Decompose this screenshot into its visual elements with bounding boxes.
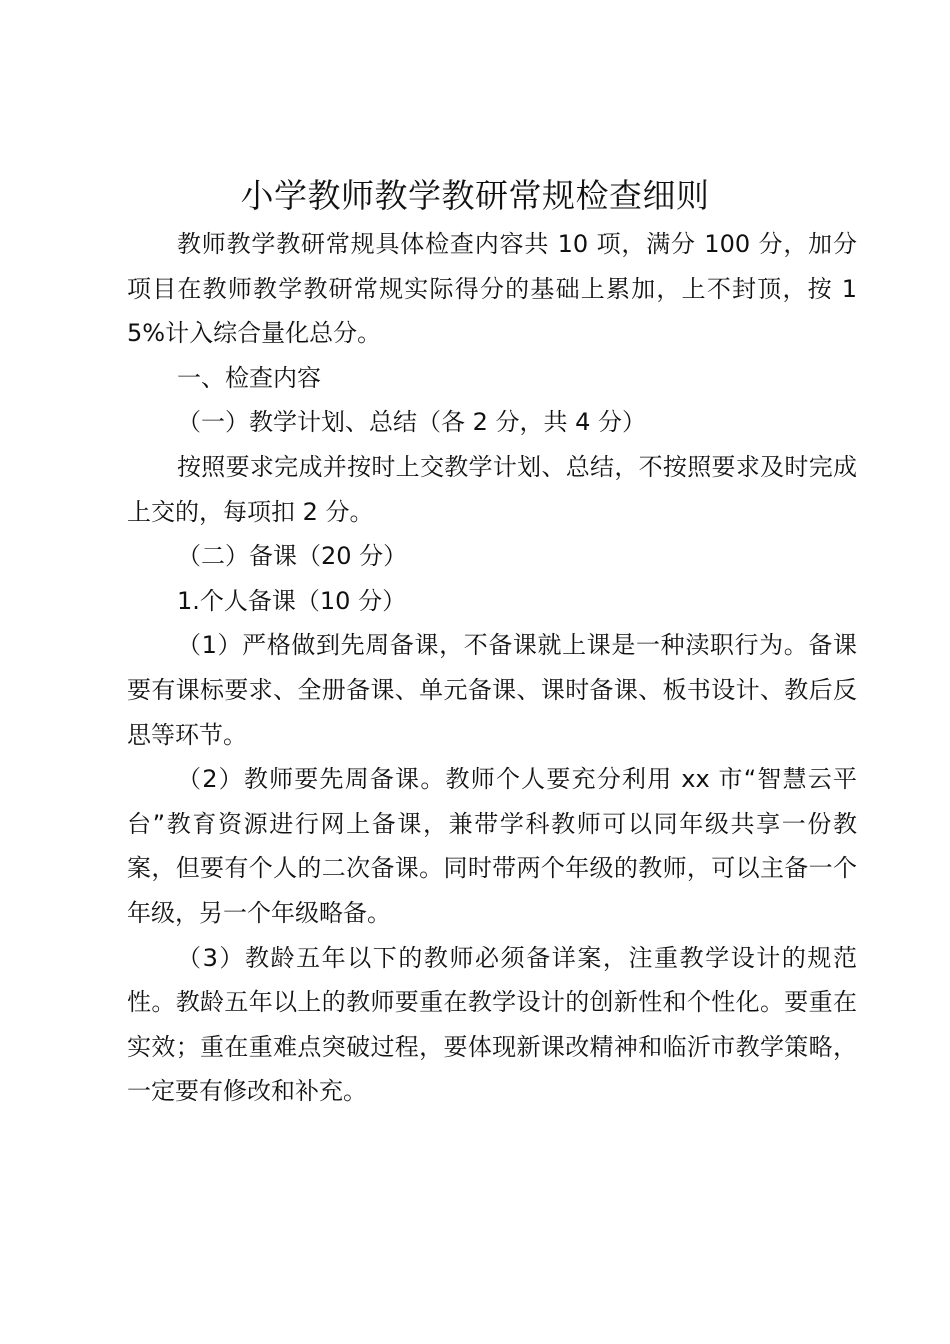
heading-inspection-content: 一、检查内容 xyxy=(177,363,321,392)
paragraph-item-3: （3）教龄五年以下的教师必须备详案，注重教学设计的规范性。教龄五年以上的教师要重在教学设计的创新性和个性化。要重在实效；重在重难点突破过程，要体现新课改精神和临沂市教学策略，一定要有修改和补充。 xyxy=(127,943,857,1106)
document-title: 小学教师教学教研常规检查细则 xyxy=(240,176,710,215)
paragraph-teaching-plan: 按照要求完成并按时上交教学计划、总结，不按照要求及时完成上交的，每项扣 2 分。 xyxy=(127,452,857,526)
paragraph-item-1: （1）严格做到先周备课，不备课就上课是一种渎职行为。备课要有课标要求、全册备课、单元备课、课时备课、板书设计、教后反思等环节。 xyxy=(127,631,857,749)
paragraph-item-2: （2）教师要先周备课。教师个人要充分利用 xx 市“智慧云平台”教育资源进行网上备课，兼带学科教师可以同年级共享一份教案，但要有个人的二次备课。同时带两个年级的教师，可以主备一个年级，另一个年级略备。 xyxy=(127,765,857,927)
paragraph-intro: 教师教学教研常规具体检查内容共 10 项，满分 100 分，加分项目在教师教学教研常规实际得分的基础上累加，上不封顶，按 15%计入综合量化总分。 xyxy=(127,230,857,348)
heading-lesson-prep: （二）备课（20 分） xyxy=(177,542,408,571)
document-body xyxy=(127,222,857,1114)
heading-individual-prep: 1.个人备课（10 分） xyxy=(177,586,407,615)
heading-teaching-plan: （一）教学计划、总结（各 2 分，共 4 分） xyxy=(177,408,647,437)
